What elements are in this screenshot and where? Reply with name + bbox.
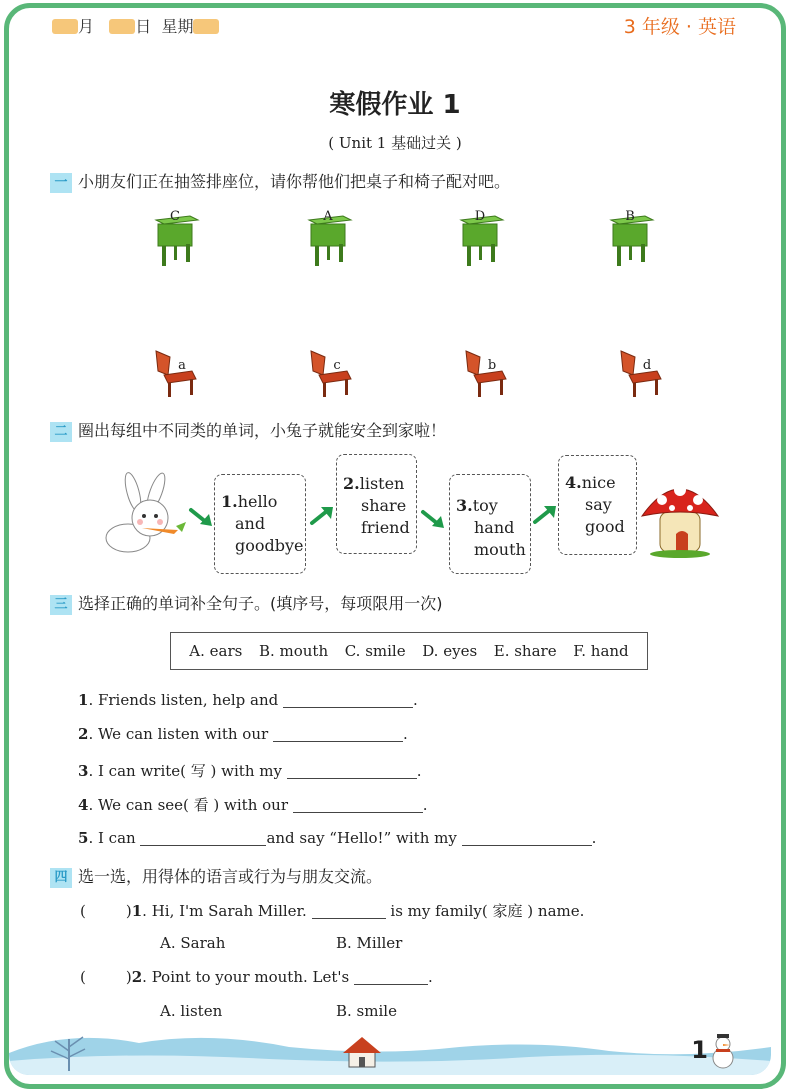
option-item: E. share xyxy=(493,642,557,660)
answer-blank[interactable] xyxy=(140,829,266,846)
answer-blank[interactable] xyxy=(273,725,403,742)
month-blank[interactable] xyxy=(52,19,78,34)
section-2-heading xyxy=(50,418,446,442)
sentence-number: 2 xyxy=(78,725,89,743)
answer-paren-close: ) xyxy=(125,902,132,920)
option-item: A. ears xyxy=(189,642,243,660)
sentence-number: 5 xyxy=(78,829,89,847)
desk-icon xyxy=(150,206,200,268)
weekday-label: 星期 xyxy=(161,17,194,36)
word-group-2[interactable] xyxy=(336,454,417,554)
chair-label: b xyxy=(487,358,497,373)
desk-icon xyxy=(303,206,353,268)
desk-icon xyxy=(455,206,505,268)
answer-paren-open: ( xyxy=(80,902,86,920)
word-group-3[interactable] xyxy=(449,474,531,574)
question-number: 1 xyxy=(131,902,143,920)
sentence-text: . We can see( 看 ) with our xyxy=(88,796,289,814)
chair-icon xyxy=(307,347,355,399)
word-group-number: 4. xyxy=(565,473,582,492)
section-4-instruction: 选一选，用得体的语言或行为与朋友交流。 xyxy=(78,867,383,886)
desk-label: B xyxy=(625,209,635,224)
word[interactable]: nice xyxy=(581,473,616,492)
answer-blank[interactable] xyxy=(287,762,417,779)
word-group-number: 1. xyxy=(221,492,238,511)
arrow-down-right-icon xyxy=(420,508,446,530)
word[interactable]: share xyxy=(361,496,407,515)
desk-label: A xyxy=(323,209,333,224)
option-item: D. eyes xyxy=(422,642,478,660)
section-3-badge: 三 xyxy=(50,595,72,615)
section-1-instruction: 小朋友们正在抽签排座位，请你帮他们把桌子和椅子配对吧。 xyxy=(78,172,511,191)
snowman-icon xyxy=(710,1034,736,1070)
section-2-badge: 二 xyxy=(50,422,72,442)
question-1-option-b[interactable]: B. Miller xyxy=(336,934,403,952)
question-text: . xyxy=(428,968,433,986)
chair-icon xyxy=(462,347,510,399)
question-text: . Hi, I'm Sarah Miller. xyxy=(142,902,307,920)
answer-blank[interactable] xyxy=(293,796,423,813)
word[interactable]: hand xyxy=(474,518,515,537)
sentence-end: . xyxy=(413,691,418,709)
word-options-box xyxy=(170,632,648,670)
answer-paren-close: ) xyxy=(125,968,132,986)
question-1-option-a[interactable]: A. Sarah xyxy=(160,934,226,952)
question-1 xyxy=(80,900,584,921)
desk-label: C xyxy=(170,209,180,224)
section-4-heading xyxy=(50,864,382,888)
word[interactable]: toy xyxy=(472,496,498,515)
question-2-option-a[interactable]: A. listen xyxy=(160,1002,223,1020)
sentence-text: . Friends listen, help and xyxy=(88,691,279,709)
chair-label: d xyxy=(642,358,652,373)
word[interactable]: good xyxy=(585,517,625,536)
question-text: is my family( 家庭 ) name. xyxy=(390,902,585,920)
arrow-up-right-icon xyxy=(309,505,335,527)
word-group-number: 2. xyxy=(343,474,360,493)
section-2-instruction: 圈出每组中不同类的单词，小兔子就能安全到家啦！ xyxy=(78,421,447,440)
word-group-number: 3. xyxy=(456,496,473,515)
answer-paren-open: ( xyxy=(80,968,86,986)
page-title: 寒假作业 1 xyxy=(329,90,461,120)
sentence-number: 4 xyxy=(78,796,89,814)
section-1-badge: 一 xyxy=(50,173,72,193)
sentence-3 xyxy=(78,760,422,781)
sentence-text: . I can write( 写 ) with my xyxy=(88,762,282,780)
date-line xyxy=(52,14,219,37)
sentence-2 xyxy=(78,725,408,743)
section-3-instruction: 选择正确的单词补全句子。(填序号，每项限用一次) xyxy=(78,594,443,613)
sentence-number: 1 xyxy=(78,691,89,709)
word[interactable]: hello xyxy=(237,492,278,511)
section-3-heading xyxy=(50,591,443,615)
sentence-text: . I can xyxy=(88,829,136,847)
desk-icon xyxy=(605,206,655,268)
answer-blank[interactable] xyxy=(312,902,386,919)
rabbit-icon xyxy=(98,470,188,556)
chair-label: c xyxy=(333,358,341,373)
arrow-down-right-icon xyxy=(188,506,214,528)
answer-blank[interactable] xyxy=(462,829,592,846)
chair-label: a xyxy=(178,358,186,373)
section-4-badge: 四 xyxy=(50,868,72,888)
sentence-end: . xyxy=(422,796,428,814)
question-2-option-b[interactable]: B. smile xyxy=(336,1002,397,1020)
word[interactable]: say xyxy=(585,495,612,514)
word-group-4[interactable] xyxy=(558,455,637,555)
grade-subject: 3 年级 · 英语 xyxy=(623,16,736,38)
month-label: 月 xyxy=(78,17,95,36)
winter-landscape-illustration xyxy=(9,1025,771,1075)
sentence-4 xyxy=(78,794,428,815)
word[interactable]: listen xyxy=(359,474,405,493)
weekday-blank[interactable] xyxy=(193,19,219,34)
sentence-end: . xyxy=(416,762,422,780)
section-1-heading xyxy=(50,169,510,193)
day-blank[interactable] xyxy=(109,19,135,34)
word[interactable]: and xyxy=(235,514,266,533)
question-number: 2 xyxy=(131,968,143,986)
word[interactable]: mouth xyxy=(474,540,526,559)
sentence-text: and say “Hello!” with my xyxy=(266,829,457,847)
word[interactable]: goodbye xyxy=(235,536,304,555)
sentence-5 xyxy=(78,829,596,847)
page-subtitle: ( Unit 1 基础过关 ) xyxy=(328,134,462,152)
sentence-number: 3 xyxy=(78,762,89,780)
desk-label: D xyxy=(474,209,486,224)
page-number: 1 xyxy=(691,1036,708,1064)
day-label: 日 xyxy=(135,17,152,36)
chair-icon xyxy=(617,347,665,399)
word-group-1[interactable] xyxy=(214,474,306,574)
option-item: B. mouth xyxy=(258,642,329,660)
sentence-end: . xyxy=(402,725,408,743)
arrow-up-right-icon xyxy=(532,504,558,526)
sentence-end: . xyxy=(591,829,597,847)
word[interactable]: friend xyxy=(361,518,410,537)
mushroom-house-icon xyxy=(640,472,720,558)
question-2 xyxy=(80,968,433,986)
sentence-text: . We can listen with our xyxy=(88,725,269,743)
sentence-1 xyxy=(78,691,418,709)
option-item: F. hand xyxy=(573,642,629,660)
answer-blank[interactable] xyxy=(354,968,428,985)
chair-icon xyxy=(152,347,200,399)
option-item: C. smile xyxy=(344,642,406,660)
question-text: . Point to your mouth. Let's xyxy=(142,968,350,986)
answer-blank[interactable] xyxy=(283,691,413,708)
